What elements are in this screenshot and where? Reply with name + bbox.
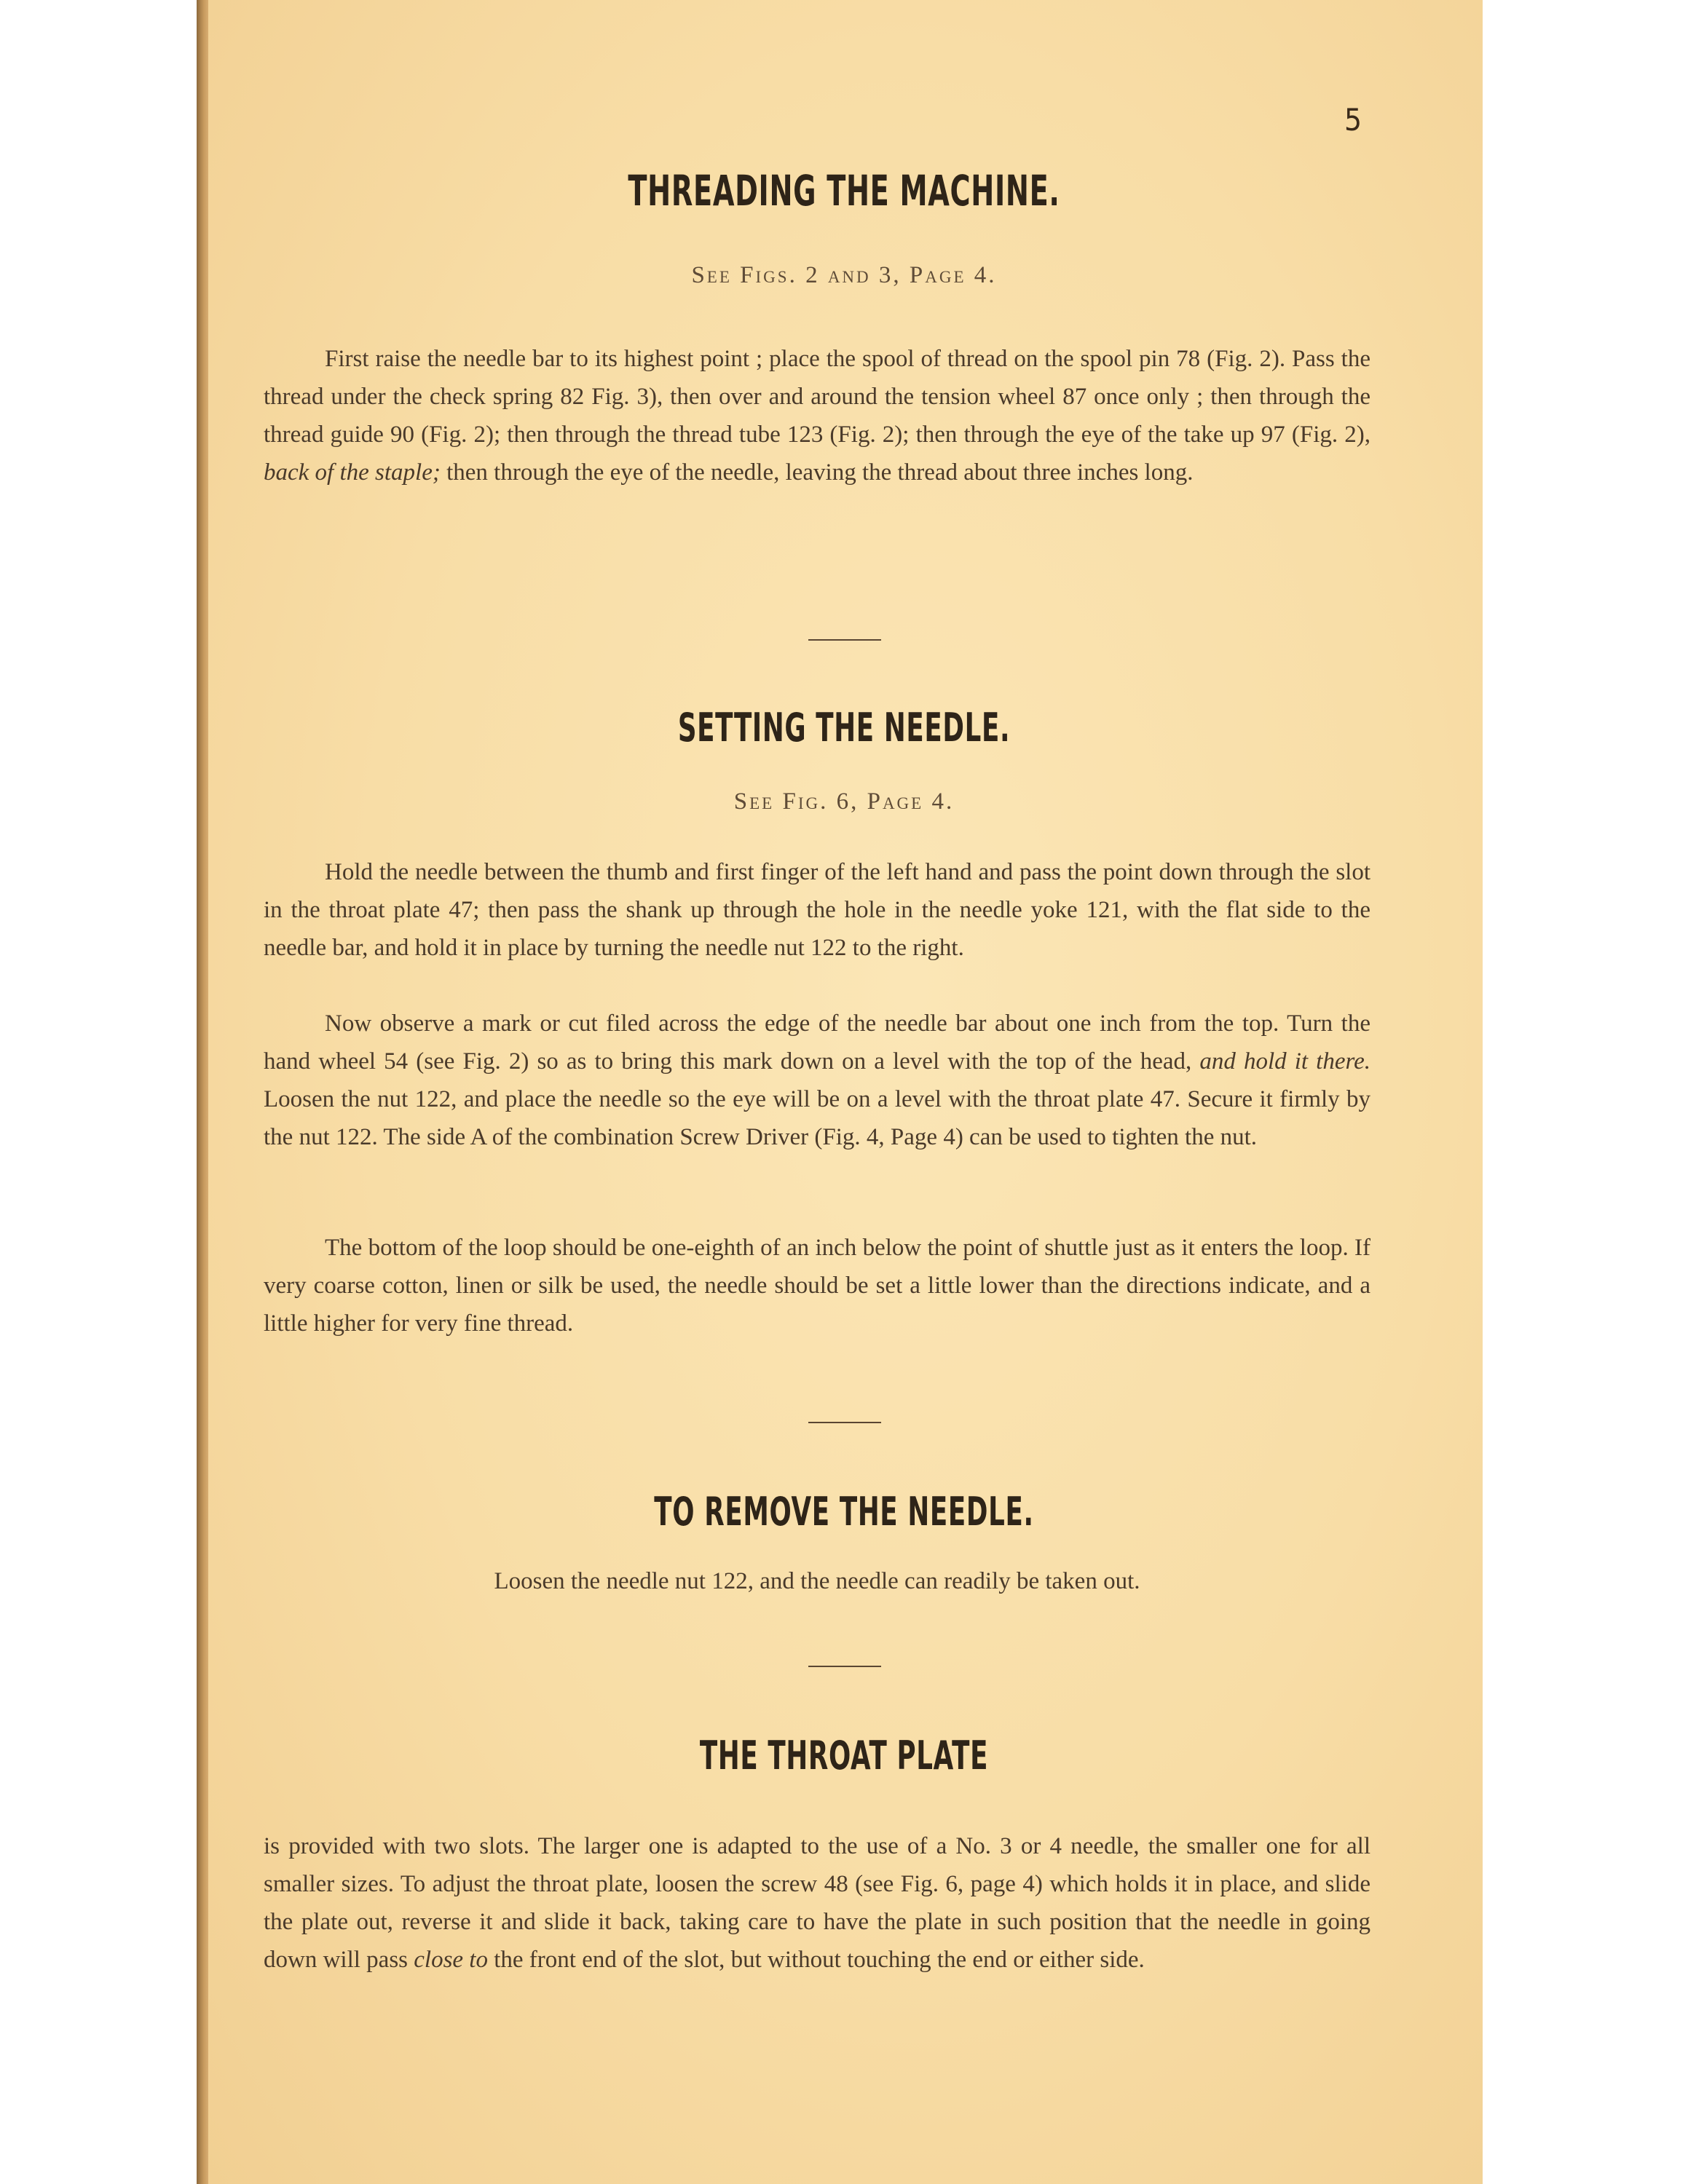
paragraph-threading-italic: back of the staple; — [264, 459, 441, 486]
paragraph-setting-2-part2: Loosen the nut 122, and place the needle so the eye will be on a level with the throat plate 47. Secure it firmly by the nut 122. The side A of the combination Screw Driver (Fig. 4, Page 4) can be used to tighten the nut. — [264, 1086, 1370, 1150]
paragraph-setting-2-italic: and hold it there. — [1199, 1048, 1370, 1075]
paragraph-setting-3: The bottom of the loop should be one-eighth of an inch below the point of shuttle just as it enters the loop. If very coarse cotton, linen or silk be used, the needle should be set a little lower than the directions indicate, and a little higher for very fine thread. — [264, 1235, 1370, 1337]
paragraph-setting-1: Hold the needle between the thumb and first finger of the left hand and pass the point down through the slot in the throat plate 47; then pass the shank up through the hole in the needle yoke 121, with the flat side to the needle bar, and hold it in place by turning the needle nut 122 to the right. — [264, 859, 1370, 961]
paragraph-threading — [264, 340, 1370, 491]
heading-setting-needle: SETTING THE NEEDLE. — [677, 705, 1011, 751]
section-divider — [808, 1666, 881, 1667]
paragraph-threading-part2: then through the eye of the needle, leaving the thread about three inches long. — [446, 459, 1194, 486]
paragraph-threading-part1: First raise the needle bar to its highest point ; place the spool of thread on the spool pin 78 (Fig. 2). Pass the thread under the check spring 82 Fig. 3), then over and around the tension wheel 87 once only ; then through the thread guide 90 (Fig. 2); then through the thread tube 123 (Fig. 2); then through the eye of the take up 97 (Fig. 2), — [264, 346, 1370, 448]
paragraph-throat-part2: the front end of the slot, but without touching the end or either side. — [494, 1947, 1145, 1973]
see-reference-threading: See Figs. 2 and 3, Page 4. — [691, 262, 997, 288]
paragraph-setting-2 — [264, 1005, 1370, 1156]
paragraph-remove: Loosen the needle nut 122, and the needle can readily be taken out. — [494, 1568, 1140, 1594]
heading-remove-needle: TO REMOVE THE NEEDLE. — [654, 1489, 1034, 1535]
paragraph-throat-italic: close to — [414, 1947, 488, 1973]
section-divider — [808, 1422, 881, 1423]
see-reference-setting: See Fig. 6, Page 4. — [733, 788, 955, 815]
section-divider — [808, 639, 881, 641]
heading-throat-plate: THE THROAT PLATE — [699, 1733, 989, 1779]
page-number: 5 — [1344, 102, 1362, 138]
paragraph-throat-part1: is provided with two slots. The larger one is adapted to the use of a No. 3 or 4 needle, the smaller one for all smaller sizes. To adjust the throat plate, loosen the screw 48 (see Fig. 6, page 4) which holds it in place, and slide the plate out, reverse it and slide it back, taking care to have the plate in such position that the needle in going down will pass — [264, 1833, 1370, 1973]
paragraph-throat-plate — [264, 1827, 1370, 1979]
heading-threading: THREADING THE MACHINE. — [628, 166, 1060, 215]
paragraph-setting-2-part1: Now observe a mark or cut filed across the edge of the needle bar about one inch from the top. Turn the hand wheel 54 (see Fig. 2) so as to bring this mark down on a level with the top of the head, — [264, 1010, 1370, 1075]
